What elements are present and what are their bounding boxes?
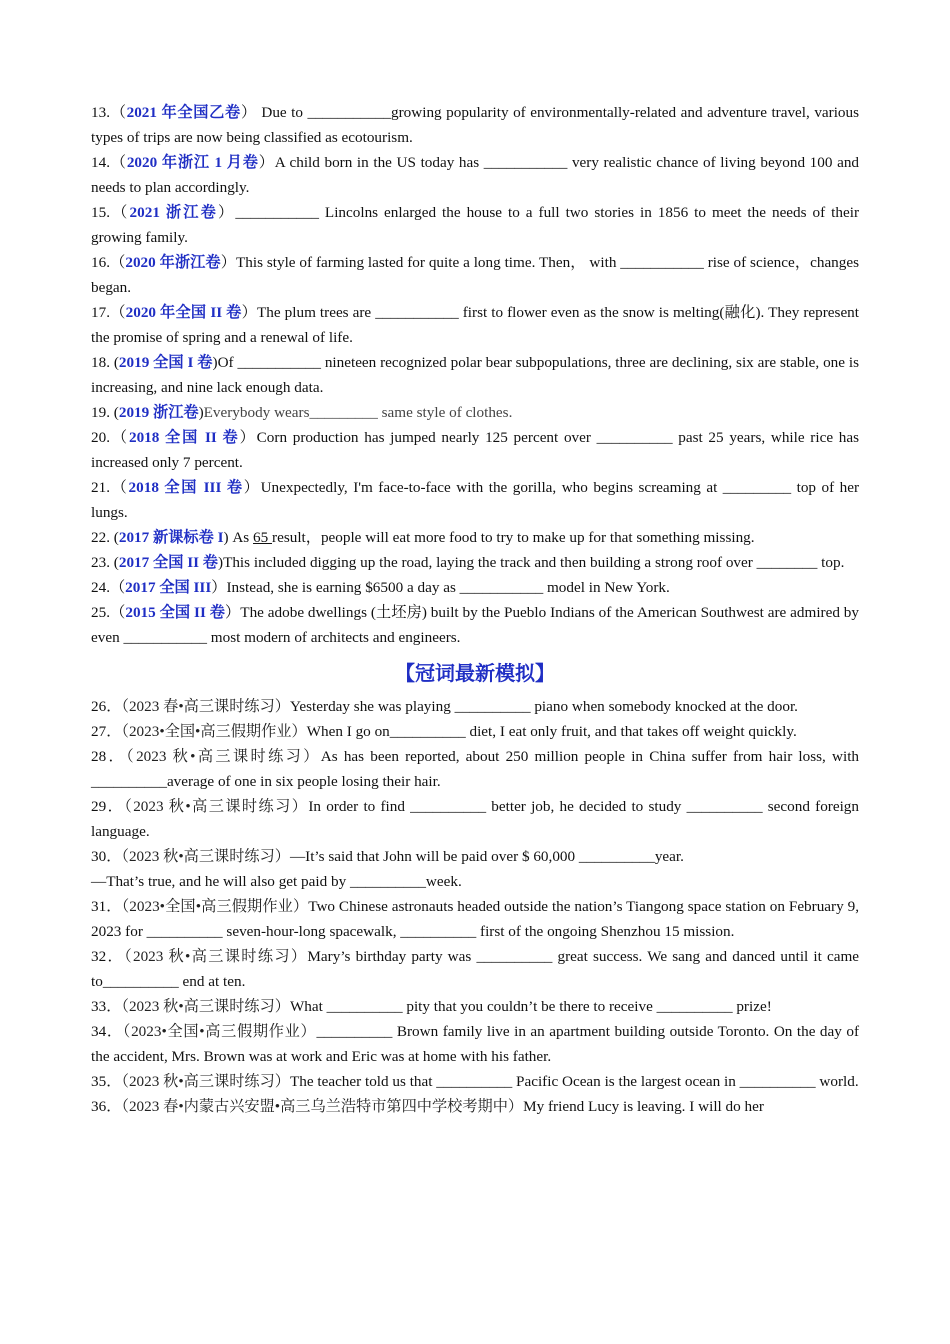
question-text: Everybody wears_________ same style of clothes. — [203, 404, 513, 421]
question-source: （2023 秋•高三课时练习） — [124, 798, 309, 815]
question-14: 14.（2020 年浙江 1 月卷）A child born in the US today has ___________ very realistic chance of living beyond 100 and needs to plan accordingly. — [91, 154, 860, 196]
question-text: The adobe dwellings (土坯房) built by the Pueblo Indians of the American Southwest are admired by even ___________ most modern of architects and engineers. — [91, 604, 859, 646]
question-text: The teacher told us that __________ Pacific Ocean is the largest ocean in __________ world. — [289, 1073, 859, 1090]
question-text: Mary’s birthday party was __________ great success. We sang and danced until it came to__________ end at ten. — [91, 948, 860, 990]
question-source: 2017 新课标卷 I — [118, 529, 224, 546]
question-source: （2023 秋•高三课时练习） — [121, 848, 290, 865]
question-source: 2020 年全国 II 卷 — [125, 304, 242, 321]
worksheet-page — [91, 100, 859, 1119]
question-23: 23. (2017 全国 II 卷)This included digging up the road, laying the track and then building a strong roof over ________ top. — [91, 554, 845, 571]
question-text: The plum trees are ___________ first to flower even as the snow is melting(融化). They represent the promise of spring and a renewal of life. — [91, 304, 859, 346]
question-25: 25.（2015 全国 II 卷）The adobe dwellings (土坯房) built by the Pueblo Indians of the American Southwest are admired by even ___________ most modern of architects and engineers. — [91, 604, 859, 646]
question-text: Of ___________ nineteen recognized polar bear subpopulations, three are declining, six are stable, one is increasing, and nine lack enough data. — [91, 354, 859, 396]
question-32: 32．（2023 秋•高三课时练习）Mary’s birthday party was __________ great success. We sang and danced until it came to__________ end at ten. — [91, 948, 860, 990]
question-source: （2023•全国•高三假期作业） — [122, 1023, 317, 1040]
question-34: 34．（2023•全国•高三假期作业）__________ Brown family live in an apartment building outside Toronto. On the day of the accident, Mrs. Brown was at work and Eric was at home with his father. — [91, 1023, 860, 1065]
question-19: 19. (2019 浙江卷)Everybody wears_________ same style of clothes. — [91, 404, 513, 421]
question-22: 22. (2017 新课标卷 I) As 65 result，people will eat more food to try to make up for that something missing. — [91, 529, 755, 546]
question-20: 20.（2018 全国 II 卷）Corn production has jumped nearly 125 percent over __________ past 25 years, while rice has increased only 7 percent. — [91, 429, 860, 471]
question-text: As has been reported, about 250 million people in China suffer from hair loss, with __________average of one in six people losing their hair. — [91, 748, 860, 790]
question-source: 2018 全国 II 卷 — [128, 429, 240, 446]
question-text: This style of farming lasted for quite a long time. Then， with ___________ rise of science，changes began. — [91, 254, 860, 296]
question-source: （2023 秋•高三课时练习） — [126, 748, 321, 765]
question-source: （2023 春•高三课时练习） — [121, 698, 290, 715]
question-text: As — [228, 529, 254, 546]
question-29: 29．（2023 秋•高三课时练习）In order to find __________ better job, he decided to study __________ second foreign language. — [91, 798, 859, 840]
question-text: In order to find __________ better job, he decided to study __________ second foreign language. — [91, 798, 859, 840]
answer-blank-filled: 65 — [253, 529, 273, 546]
question-text: What __________ pity that you couldn’t be there to receive __________ prize! — [289, 998, 772, 1015]
question-source: 2021 浙江卷 — [129, 204, 219, 221]
question-35: 35．（2023 秋•高三课时练习）The teacher told us that __________ Pacific Ocean is the largest ocean in __________ world. — [91, 1073, 859, 1090]
question-source: 2017 全国 II 卷 — [118, 554, 218, 571]
question-text: A child born in the US today has ___________ very realistic chance of living beyond 100 and needs to plan accordingly. — [91, 154, 860, 196]
question-source: 2015 全国 II 卷 — [125, 604, 226, 621]
question-33: 33．（2023 秋•高三课时练习）What __________ pity that you couldn’t be there to receive __________ prize! — [91, 998, 772, 1015]
question-source: 2020 年浙江 1 月卷 — [126, 154, 259, 171]
question-36: 36．（2023 春•内蒙古兴安盟•高三乌兰浩特市第四中学校考期中）My friend Lucy is leaving. I will do her — [91, 1098, 764, 1115]
question-15: 15.（2021 浙江卷）___________ Lincolns enlarged the house to a full two stories in 1856 to meet the needs of their growing family. — [91, 204, 860, 246]
question-17: 17.（2020 年全国 II 卷）The plum trees are ___________ first to flower even as the snow is melting(融化). They represent the promise of spring and a renewal of life. — [91, 304, 859, 346]
question-source: 2021 年全国乙卷 — [126, 104, 241, 121]
section-heading: 【冠词最新模拟】 — [395, 663, 555, 685]
question-source: （2023 秋•高三课时练习） — [121, 998, 290, 1015]
question-30-line2 — [91, 869, 859, 894]
question-source: （2023 春•内蒙古兴安盟•高三乌兰浩特市第四中学校考期中） — [121, 1098, 524, 1115]
question-16: 16.（2020 年浙江卷）This style of farming lasted for quite a long time. Then， with ___________ rise of science，changes began. — [91, 254, 860, 296]
question-31: 31．（2023•全国•高三假期作业）Two Chinese astronauts headed outside the nation’s Tiangong space station on February 9, 2023 for __________ seven-hour-long spacewalk, __________ first of the ongoing Shenzhou 15 mission. — [91, 898, 859, 940]
question-source: 2020 年浙江卷 — [125, 254, 221, 271]
question-28: 28．（2023 秋•高三课时练习）As has been reported, about 250 million people in China suffer from hair loss, with __________average of one in six people losing their hair. — [91, 748, 860, 790]
question-source: （2023 秋•高三课时练习） — [121, 1073, 290, 1090]
simulation-questions — [91, 694, 859, 1119]
question-26: 26．（2023 春•高三课时练习）Yesterday she was playing __________ piano when somebody knocked at the door. — [91, 698, 798, 715]
question-source: 2019 全国 I 卷 — [118, 354, 213, 371]
question-text: Corn production has jumped nearly 125 percent over __________ past 25 years, while rice has increased only 7 percent. — [91, 429, 860, 471]
question-source: 2019 浙江卷 — [118, 404, 199, 421]
question-text: This included digging up the road, laying the track and then building a strong roof over ________ top. — [223, 554, 845, 571]
question-24: 24.（2017 全国 III）Instead, she is earning $6500 a day as ___________ model in New York. — [91, 579, 670, 596]
question-text: Unexpectedly, I'm face-to-face with the gorilla, who begins screaming at _________ top of her lungs. — [91, 479, 860, 521]
question-text: ___________ Lincolns enlarged the house to a full two stories in 1856 to meet the needs of their growing family. — [91, 204, 860, 246]
question-13: 13.（2021 年全国乙卷） Due to ___________growing popularity of environmentally-related and adventure travel, various types of trips are now being classified as ecotourism. — [91, 104, 860, 146]
question-30: 30．（2023 秋•高三课时练习）—It’s said that John will be paid over $ 60,000 __________year. — [91, 848, 684, 865]
gaokao-questions — [91, 100, 859, 650]
question-source: （2023•全国•高三假期作业） — [121, 898, 309, 915]
question-18: 18. (2019 全国 I 卷)Of ___________ nineteen recognized polar bear subpopulations, three are declining, six are stable, one is increasing, and nine lack enough data. — [91, 354, 859, 396]
question-text: Instead, she is earning $6500 a day as ___________ model in New York. — [226, 579, 670, 596]
question-source: 2018 全国 III 卷 — [128, 479, 244, 496]
question-text: __________ Brown family live in an apartment building outside Toronto. On the day of the accident, Mrs. Brown was at work and Eric was at home with his father. — [91, 1023, 860, 1065]
question-source: （2023•全国•高三假期作业） — [121, 723, 307, 740]
question-text: Two Chinese astronauts headed outside the nation’s Tiangong space station on February 9, 2023 for __________ seven-hour-long spacewalk, __________ first of the ongoing Shenzhou 15 mission. — [91, 898, 859, 940]
question-text: When I go on__________ diet, I eat only fruit, and that takes off weight quickly. — [306, 723, 797, 740]
question-21: 21.（2018 全国 III 卷）Unexpectedly, I'm face-to-face with the gorilla, who begins screaming at _________ top of her lungs. — [91, 479, 860, 521]
question-text: Due to ___________growing popularity of environmentally-related and adventure travel, various types of trips are now being classified as ecotourism. — [91, 104, 860, 146]
question-text: My friend Lucy is leaving. I will do her — [523, 1098, 764, 1115]
question-text: —That’s true, and he will also get paid by __________week. — [91, 873, 462, 890]
question-27: 27．（2023•全国•高三假期作业）When I go on__________ diet, I eat only fruit, and that takes off weight quickly. — [91, 723, 797, 740]
question-text: —It’s said that John will be paid over $ 60,000 __________year. — [289, 848, 684, 865]
question-source: （2023 秋•高三课时练习） — [124, 948, 308, 965]
question-source: 2017 全国 III — [125, 579, 212, 596]
question-text: Yesterday she was playing __________ piano when somebody knocked at the door. — [289, 698, 798, 715]
